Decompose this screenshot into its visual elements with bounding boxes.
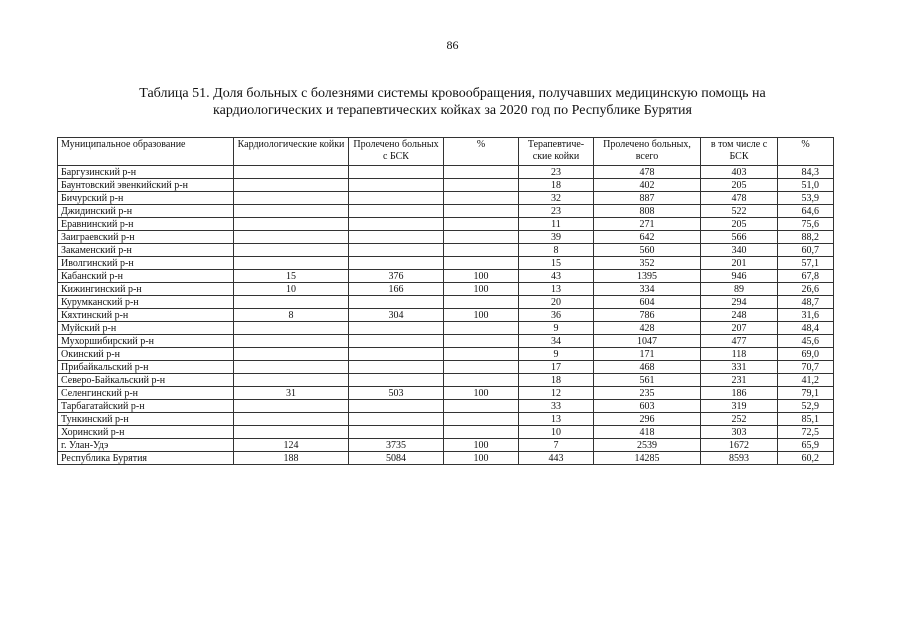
header-therapy-beds: Терапевтиче-ские койки xyxy=(519,138,594,166)
cell-percent-therapy: 60,2 xyxy=(778,452,834,465)
cell-including-bsk: 566 xyxy=(701,231,778,244)
header-municipality: Муниципальное образование xyxy=(58,138,234,166)
cell-treated-bsk: 376 xyxy=(349,270,444,283)
cell-treated-bsk: 304 xyxy=(349,309,444,322)
cell-including-bsk: 303 xyxy=(701,426,778,439)
cell-percent-therapy: 85,1 xyxy=(778,413,834,426)
table-row xyxy=(58,166,834,179)
cell-cardio-beds xyxy=(234,205,349,218)
cell-cardio-beds xyxy=(234,244,349,257)
cell-percent-cardio xyxy=(444,322,519,335)
cell-treated-total: 786 xyxy=(594,309,701,322)
table-title xyxy=(80,85,825,119)
cell-percent-therapy: 41,2 xyxy=(778,374,834,387)
table-row xyxy=(58,179,834,192)
cell-therapy-beds: 18 xyxy=(519,374,594,387)
cell-percent-therapy: 53,9 xyxy=(778,192,834,205)
header-treated-total: Пролечено больных, всего xyxy=(594,138,701,166)
cell-treated-bsk xyxy=(349,361,444,374)
cell-percent-cardio xyxy=(444,257,519,270)
cell-municipality: Кижингинский р-н xyxy=(58,283,234,296)
cell-including-bsk: 319 xyxy=(701,400,778,413)
cell-municipality: Тарбагатайский р-н xyxy=(58,400,234,413)
cell-therapy-beds: 39 xyxy=(519,231,594,244)
cell-percent-therapy: 26,6 xyxy=(778,283,834,296)
cell-percent-cardio xyxy=(444,426,519,439)
cell-treated-bsk xyxy=(349,426,444,439)
cell-municipality: г. Улан-Удэ xyxy=(58,439,234,452)
cell-percent-therapy: 51,0 xyxy=(778,179,834,192)
table-row xyxy=(58,348,834,361)
cell-treated-total: 14285 xyxy=(594,452,701,465)
table-row xyxy=(58,322,834,335)
cell-therapy-beds: 32 xyxy=(519,192,594,205)
cell-cardio-beds xyxy=(234,400,349,413)
cell-treated-total: 603 xyxy=(594,400,701,413)
cell-treated-bsk xyxy=(349,179,444,192)
cell-therapy-beds: 443 xyxy=(519,452,594,465)
cell-percent-cardio xyxy=(444,192,519,205)
cell-percent-cardio: 100 xyxy=(444,387,519,400)
cell-cardio-beds: 124 xyxy=(234,439,349,452)
cell-therapy-beds: 23 xyxy=(519,166,594,179)
header-treated-bsk: Пролечено больных с БСК xyxy=(349,138,444,166)
cell-percent-cardio xyxy=(444,166,519,179)
cell-treated-bsk: 3735 xyxy=(349,439,444,452)
cell-treated-total: 560 xyxy=(594,244,701,257)
cell-therapy-beds: 11 xyxy=(519,218,594,231)
cell-treated-total: 235 xyxy=(594,387,701,400)
cell-percent-cardio xyxy=(444,244,519,257)
cell-percent-therapy: 31,6 xyxy=(778,309,834,322)
cell-therapy-beds: 17 xyxy=(519,361,594,374)
cell-therapy-beds: 23 xyxy=(519,205,594,218)
cell-municipality: Джидинский р-н xyxy=(58,205,234,218)
table-row xyxy=(58,218,834,231)
table-row xyxy=(58,452,834,465)
cell-including-bsk: 186 xyxy=(701,387,778,400)
cell-percent-therapy: 57,1 xyxy=(778,257,834,270)
cell-percent-therapy: 64,6 xyxy=(778,205,834,218)
cell-therapy-beds: 13 xyxy=(519,283,594,296)
cell-cardio-beds xyxy=(234,231,349,244)
cell-percent-cardio: 100 xyxy=(444,270,519,283)
cell-treated-bsk: 166 xyxy=(349,283,444,296)
cell-therapy-beds: 33 xyxy=(519,400,594,413)
cell-cardio-beds xyxy=(234,192,349,205)
cell-percent-cardio: 100 xyxy=(444,283,519,296)
cell-including-bsk: 340 xyxy=(701,244,778,257)
cell-treated-total: 1047 xyxy=(594,335,701,348)
cell-cardio-beds xyxy=(234,218,349,231)
table-row xyxy=(58,413,834,426)
cell-cardio-beds xyxy=(234,166,349,179)
cell-cardio-beds: 188 xyxy=(234,452,349,465)
cell-treated-bsk xyxy=(349,322,444,335)
cell-percent-cardio xyxy=(444,361,519,374)
cell-cardio-beds xyxy=(234,348,349,361)
cell-percent-cardio: 100 xyxy=(444,439,519,452)
cell-treated-bsk: 5084 xyxy=(349,452,444,465)
cell-percent-therapy: 45,6 xyxy=(778,335,834,348)
cell-percent-therapy: 48,4 xyxy=(778,322,834,335)
cell-percent-therapy: 79,1 xyxy=(778,387,834,400)
cell-cardio-beds xyxy=(234,335,349,348)
cell-therapy-beds: 8 xyxy=(519,244,594,257)
cell-including-bsk: 205 xyxy=(701,218,778,231)
cell-including-bsk: 946 xyxy=(701,270,778,283)
table-row xyxy=(58,205,834,218)
cell-including-bsk: 231 xyxy=(701,374,778,387)
table-row xyxy=(58,231,834,244)
cell-percent-therapy: 60,7 xyxy=(778,244,834,257)
cell-including-bsk: 118 xyxy=(701,348,778,361)
cell-municipality: Кабанский р-н xyxy=(58,270,234,283)
cell-treated-total: 561 xyxy=(594,374,701,387)
table-row xyxy=(58,309,834,322)
cell-therapy-beds: 7 xyxy=(519,439,594,452)
cell-treated-bsk xyxy=(349,231,444,244)
cell-including-bsk: 403 xyxy=(701,166,778,179)
cell-including-bsk: 205 xyxy=(701,179,778,192)
cell-municipality: Тункинский р-н xyxy=(58,413,234,426)
cell-treated-bsk xyxy=(349,218,444,231)
cell-percent-cardio xyxy=(444,179,519,192)
cell-municipality: Селенгинский р-н xyxy=(58,387,234,400)
cell-treated-total: 271 xyxy=(594,218,701,231)
cell-including-bsk: 207 xyxy=(701,322,778,335)
table-row xyxy=(58,400,834,413)
cell-treated-total: 887 xyxy=(594,192,701,205)
cell-percent-cardio xyxy=(444,218,519,231)
cell-municipality: Курумканский р-н xyxy=(58,296,234,309)
cell-therapy-beds: 36 xyxy=(519,309,594,322)
table-row xyxy=(58,257,834,270)
data-table xyxy=(57,137,834,465)
cell-percent-therapy: 65,9 xyxy=(778,439,834,452)
cell-treated-total: 352 xyxy=(594,257,701,270)
cell-municipality: Республика Бурятия xyxy=(58,452,234,465)
cell-percent-therapy: 69,0 xyxy=(778,348,834,361)
cell-treated-total: 1395 xyxy=(594,270,701,283)
cell-percent-cardio xyxy=(444,335,519,348)
cell-including-bsk: 478 xyxy=(701,192,778,205)
cell-including-bsk: 248 xyxy=(701,309,778,322)
cell-treated-bsk xyxy=(349,413,444,426)
cell-municipality: Бичурский р-н xyxy=(58,192,234,205)
cell-treated-total: 604 xyxy=(594,296,701,309)
cell-cardio-beds: 10 xyxy=(234,283,349,296)
table-row xyxy=(58,283,834,296)
cell-percent-therapy: 75,6 xyxy=(778,218,834,231)
cell-municipality: Муйский р-н xyxy=(58,322,234,335)
cell-including-bsk: 252 xyxy=(701,413,778,426)
cell-cardio-beds xyxy=(234,179,349,192)
cell-percent-therapy: 84,3 xyxy=(778,166,834,179)
table-header xyxy=(58,138,834,166)
cell-treated-total: 402 xyxy=(594,179,701,192)
cell-percent-cardio xyxy=(444,205,519,218)
cell-cardio-beds xyxy=(234,361,349,374)
cell-therapy-beds: 9 xyxy=(519,348,594,361)
header-row xyxy=(58,138,834,166)
cell-therapy-beds: 13 xyxy=(519,413,594,426)
cell-including-bsk: 89 xyxy=(701,283,778,296)
cell-therapy-beds: 10 xyxy=(519,426,594,439)
cell-treated-bsk: 503 xyxy=(349,387,444,400)
cell-municipality: Хоринский р-н xyxy=(58,426,234,439)
table-row xyxy=(58,361,834,374)
cell-percent-cardio: 100 xyxy=(444,452,519,465)
cell-including-bsk: 294 xyxy=(701,296,778,309)
cell-treated-total: 171 xyxy=(594,348,701,361)
cell-municipality: Заиграевский р-н xyxy=(58,231,234,244)
cell-municipality: Северо-Байкальский р-н xyxy=(58,374,234,387)
cell-municipality: Баргузинский р-н xyxy=(58,166,234,179)
cell-treated-bsk xyxy=(349,192,444,205)
cell-therapy-beds: 15 xyxy=(519,257,594,270)
cell-treated-total: 468 xyxy=(594,361,701,374)
cell-cardio-beds: 8 xyxy=(234,309,349,322)
cell-cardio-beds: 15 xyxy=(234,270,349,283)
cell-treated-bsk xyxy=(349,335,444,348)
cell-therapy-beds: 20 xyxy=(519,296,594,309)
table-row xyxy=(58,296,834,309)
cell-percent-cardio xyxy=(444,296,519,309)
cell-municipality: Закаменский р-н xyxy=(58,244,234,257)
cell-percent-cardio xyxy=(444,413,519,426)
cell-cardio-beds xyxy=(234,374,349,387)
cell-including-bsk: 201 xyxy=(701,257,778,270)
cell-treated-total: 642 xyxy=(594,231,701,244)
cell-therapy-beds: 34 xyxy=(519,335,594,348)
cell-cardio-beds: 31 xyxy=(234,387,349,400)
cell-municipality: Прибайкальский р-н xyxy=(58,361,234,374)
cell-therapy-beds: 12 xyxy=(519,387,594,400)
table-row xyxy=(58,192,834,205)
cell-therapy-beds: 9 xyxy=(519,322,594,335)
cell-percent-therapy: 88,2 xyxy=(778,231,834,244)
table-title-line-2: кардиологических и терапевтических койках за 2020 год по Республике Бурятия xyxy=(213,103,692,118)
cell-treated-total: 428 xyxy=(594,322,701,335)
cell-cardio-beds xyxy=(234,322,349,335)
cell-treated-bsk xyxy=(349,257,444,270)
cell-including-bsk: 477 xyxy=(701,335,778,348)
cell-treated-total: 296 xyxy=(594,413,701,426)
cell-percent-therapy: 52,9 xyxy=(778,400,834,413)
cell-treated-total: 418 xyxy=(594,426,701,439)
table-title-line-1: Таблица 51. Доля больных с болезнями системы кровообращения, получавших медицинскую помощь на xyxy=(139,86,766,101)
cell-including-bsk: 1672 xyxy=(701,439,778,452)
cell-therapy-beds: 43 xyxy=(519,270,594,283)
table-row xyxy=(58,426,834,439)
cell-cardio-beds xyxy=(234,426,349,439)
cell-treated-bsk xyxy=(349,244,444,257)
table-row xyxy=(58,374,834,387)
cell-municipality: Еравнинский р-н xyxy=(58,218,234,231)
cell-treated-total: 478 xyxy=(594,166,701,179)
cell-treated-bsk xyxy=(349,296,444,309)
cell-municipality: Баунтовский эвенкийский р-н xyxy=(58,179,234,192)
cell-municipality: Окинский р-н xyxy=(58,348,234,361)
cell-percent-therapy: 67,8 xyxy=(778,270,834,283)
header-cardio-beds: Кардиологические койки xyxy=(234,138,349,166)
cell-percent-therapy: 48,7 xyxy=(778,296,834,309)
cell-cardio-beds xyxy=(234,257,349,270)
cell-percent-cardio xyxy=(444,348,519,361)
cell-municipality: Иволгинский р-н xyxy=(58,257,234,270)
table-row xyxy=(58,244,834,257)
table-row xyxy=(58,335,834,348)
cell-percent-therapy: 72,5 xyxy=(778,426,834,439)
cell-percent-cardio xyxy=(444,400,519,413)
table-row xyxy=(58,439,834,452)
header-percent-cardio: % xyxy=(444,138,519,166)
cell-treated-bsk xyxy=(349,166,444,179)
cell-municipality: Мухоршибирский р-н xyxy=(58,335,234,348)
cell-including-bsk: 8593 xyxy=(701,452,778,465)
header-percent-therapy: % xyxy=(778,138,834,166)
header-including-bsk: в том числе с БСК xyxy=(701,138,778,166)
cell-treated-bsk xyxy=(349,205,444,218)
cell-cardio-beds xyxy=(234,413,349,426)
table-row xyxy=(58,270,834,283)
cell-municipality: Кяхтинский р-н xyxy=(58,309,234,322)
cell-treated-total: 808 xyxy=(594,205,701,218)
table-row xyxy=(58,387,834,400)
cell-treated-bsk xyxy=(349,348,444,361)
cell-cardio-beds xyxy=(234,296,349,309)
cell-including-bsk: 331 xyxy=(701,361,778,374)
cell-percent-cardio xyxy=(444,374,519,387)
cell-therapy-beds: 18 xyxy=(519,179,594,192)
cell-including-bsk: 522 xyxy=(701,205,778,218)
table-body xyxy=(58,166,834,465)
cell-percent-cardio xyxy=(444,231,519,244)
page-number: 86 xyxy=(446,38,459,52)
cell-percent-cardio: 100 xyxy=(444,309,519,322)
cell-treated-bsk xyxy=(349,374,444,387)
cell-treated-total: 2539 xyxy=(594,439,701,452)
cell-treated-bsk xyxy=(349,400,444,413)
cell-treated-total: 334 xyxy=(594,283,701,296)
cell-percent-therapy: 70,7 xyxy=(778,361,834,374)
